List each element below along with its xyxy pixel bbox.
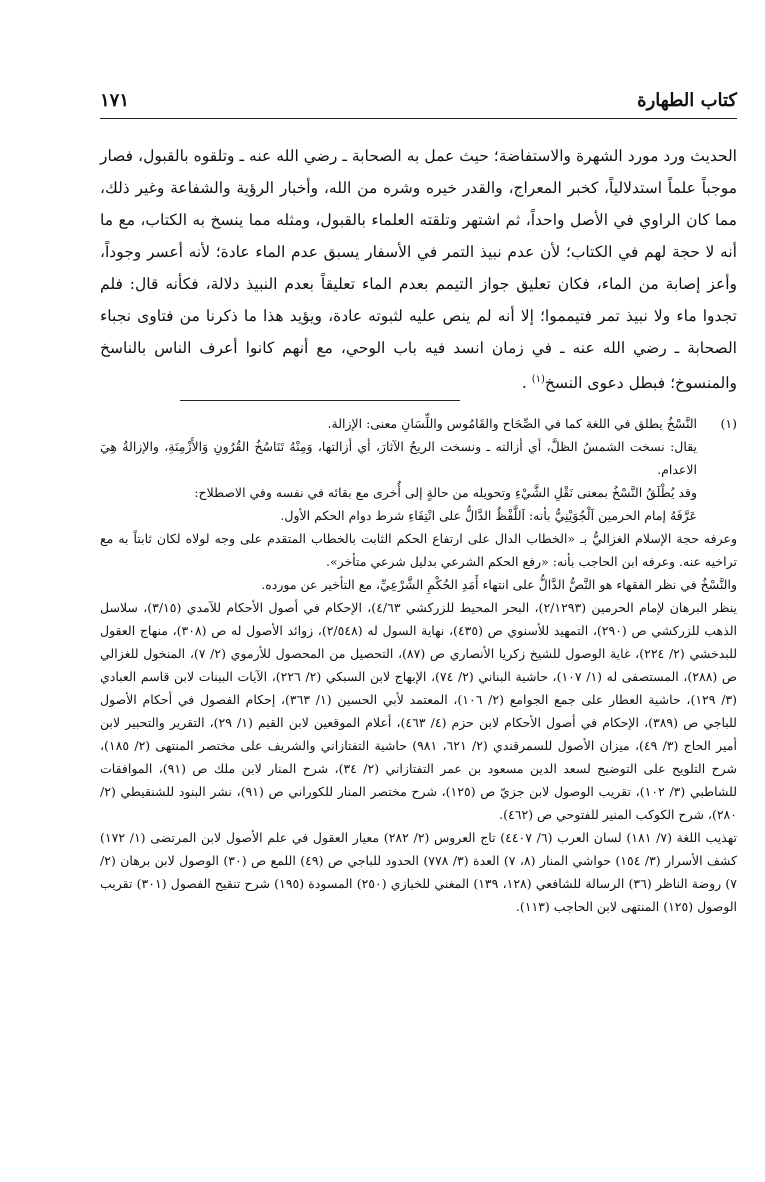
main-paragraph — [100, 140, 737, 399]
footnote-references: تهذيب اللغة (٧/ ١٨١) لسان العرب (٦/ ٤٤٠٧) تاج العروس (٢/ ٢٨٢) معيار العقول في علم الأصول لابن المرتضى (١/ ١٧٢) كشف الأسرار (٣/ ١٥٤) حواشي المنار (٨، ٧) العدة (٣/ ٧٧٨) الحدود للباجي ص (٤٩) اللمع ص (٣٠) الوصول لابن برهان (٢/ ٧) روضة الناظر (٣٦) الرسالة للشافعي (١٢٨، ١٣٩) المغني للخبازي (٢٥٠) المسودة (١٩٥) شرح تنقيح الفصول (٣٠١) تقريب الوصول (١٢٥) المنتهى لابن الحاجب (١١٣). — [100, 830, 738, 914]
running-title: كتاب الطهارة — [637, 90, 737, 111]
footnote-1 — [100, 412, 737, 918]
footnote-references: ينظر البرهان لإمام الحرمين (٢/١٢٩٣)، البحر المحيط للزركشي ٤/٦٣)، الإحكام في أصول الأحكام للآمدي (٣/١٥)، سلاسل الذهب للزركشي ص (٢٩٠)، التمهيد للأسنوي ص (٤٣٥)، نهاية السول له (٢/٥٤٨)، زوائد الأصول له ص (٣٠٨)، منهاج العقول للبدخشي (٢/ ٢٢٤)، غاية الوصول للشيخ زكريا الأنصاري ص (٨٧)، التحصيل من المحصول للأرموي (٢/ ٧)، المنخول للغزالي ص (٢٨٨)، المستصفى له (١/ ١٠٧)، حاشية البناني (٢/ ٧٤)، الإبهاج لابن السبكي (٢/ ٢٢٦)، الآيات البينات لابن قاسم العبادي (٣/ ١٢٩)، حاشية العطار على جمع الجوامع (٢/ ١٠٦)، المعتمد لأبي الحسين (١/ ٣٦٣)، إحكام الفصول في أحكام الأصول للباجي ص (٣٨٩)، الإحكام في أصول الأحكام لابن حزم (٤/ ٤٦٣)، أعلام الموقعين لابن القيم (١/ ٢٩)، التقرير والتحبير لابن أمير الحاج (٣/ ٤٩)، ميزان الأصول للسمرقندي (٢/ ٦٢١، ٩٨١) حاشية التفتازاني والشريف على مختصر المنتهى (٢/ ١٨٥)، شرح التلويح على التوضيح لسعد الدين مسعود بن عمر التفتازاني (٢/ ٣٤)، شرح المنار لابن ملك ص (٩١)، الموافقات للشاطبي (٣/ ١٠٢)، تقريب الوصول لابن جزيّ ص (١٢٥)، شرح مختصر المنار للكوراني ص (٩١)، نشر البنود للشنقيطي (٢/ ٢٨٠)، شرح الكوكب المنير للفتوحي ص (٤٦٢). — [100, 600, 738, 822]
main-text — [100, 140, 737, 399]
footnote-paragraph: النَّسْخُ يطلق في اللغة كما في الصِّحَاح والقَامُوس واللِّسَانِ معنى: الإزالة. — [327, 416, 697, 431]
main-paragraph-end: . — [521, 374, 527, 393]
footnote-reference: (١) — [531, 374, 545, 385]
footnote-paragraph: وقد يُطْلَقُ النَّسْخُ بمعنى نَقْلِ الشَّيْءِ وتحويله من حالةٍ إلى أُخرى مع بقائه في نفسه وفي الاصطلاح: — [194, 485, 697, 500]
footnote-paragraph: عَرَّفَهُ إمام الحرمين اَلْجُوَيْنِيُّ بأنه: اَللَّفْظُ الدَّالُّ على انْتِفَاءِ شرط دوام الحكم الأول. — [280, 508, 697, 523]
footnote-separator — [180, 400, 460, 401]
page-header — [100, 88, 737, 119]
footnote-marker: (١) — [720, 416, 737, 431]
footnote-paragraph: والنَّسْخُ في نظر الفقهاء هو النَّصُّ الدَّالُّ على انتهاء أَمَدِ الحُكْمِ الشَّرْعِيِّ، مع التأخير عن مورده. — [261, 577, 737, 592]
footnotes — [100, 412, 737, 918]
footnote-paragraph: يقال: نسخت الشمسُ الظلَّ، أي أزالته ـ ونسخت الريحُ الآثارَ، أي أزالتها، وَمِنْهُ تَنَاسُخُ القُرُونِ وَالأَزْمِنَةِ، والإزالةُ هِيَ الاعدام. — [100, 439, 697, 477]
main-paragraph-body: الحديث ورد مورد الشهرة والاستفاضة؛ حيث عمل به الصحابة ـ رضي الله عنه ـ وتلقوه بالقبول، فصار موجباً علماً استدلالياً، كخبر المعراج، والقدر خيره وشره من الله، وأخبار الرؤية والشفاعة وغير ذلك، مما كان الراوي في الأصل واحداً، ثم اشتهر وتلقته العلماء بالقبول، ومثله مما ينسخ به الكتاب، مع ما أنه لا حجة لهم في الكتاب؛ لأن عدم نبيذ التمر في الأسفار يسبق عدم الماء عادة؛ لأنه أعسر وجوداً، وأعز إصابة من الماء، فكان تعليق جواز التيمم بعدم الماء تعليقاً بعدم النبيذ دلالة، فكأنه قال: فلم تجدوا ماء ولا نبيذ تمر فتيمموا؛ إلا أنه لم ينص عليه لثبوته عادة، ويؤيد هذا ما ذكرنا من فتاوى نجباء الصحابة ـ رضي الله عنه ـ في زمان انسد فيه باب الوحي، مع أنهم كانوا أعرف الناس بالناسخ والمنسوخ؛ فبطل دعوى النسخ — [100, 147, 737, 393]
footnote-paragraph: وعرفه حجة الإسلام الغزاليُّ بـ «الخطاب الدال على ارتفاع الحكم الثابت بالخطاب المتقدم على وجه لولاه لكان ثابتاً به مع تراخيه عنه. وعرفه ابن الحاجب بأنه: «رفع الحكم الشرعي بدليل شرعي متأخر». — [100, 531, 737, 569]
page-number: ١٧١ — [100, 90, 130, 111]
